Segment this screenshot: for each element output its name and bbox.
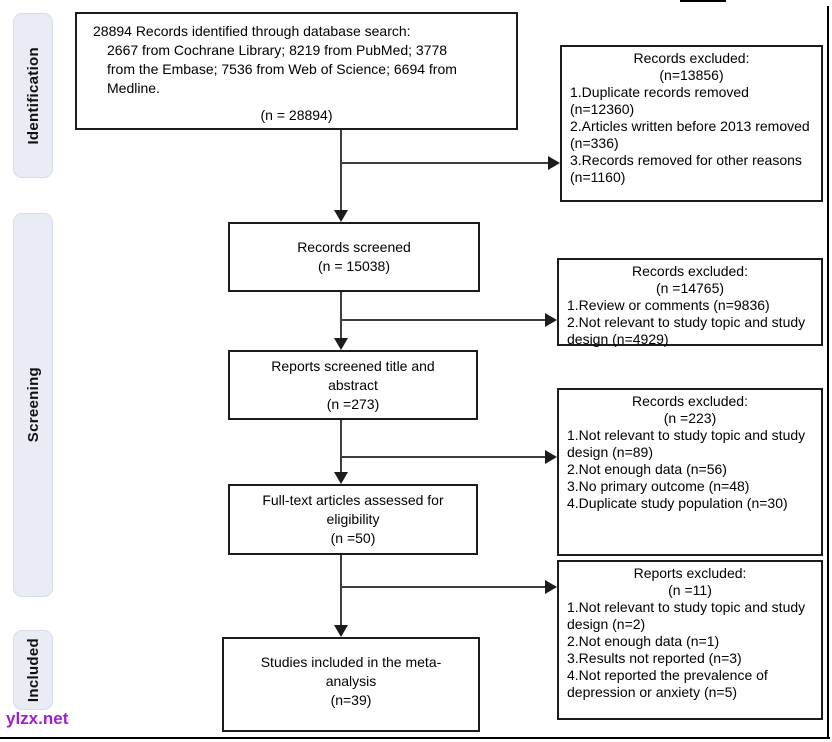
reports-excluded-item: 4.Not reported the prevalence of depression or anxiety (n=5) [567,667,768,700]
connector-line [341,456,545,458]
excluded-3-count: (n =223) [663,410,717,426]
excluded-3-item: 3.No primary outcome (n=48) [567,478,750,494]
arrow-right-icon [548,156,560,170]
frame-top-border-segment [680,0,726,2]
arrow-down-icon [334,210,348,222]
excluded-2-item: 1.Review or comments (n=9836) [567,297,770,313]
arrow-down-icon [334,625,348,637]
frame-bottom-border [0,737,830,739]
arrow-down-icon [334,472,348,484]
excluded-3-item: 1.Not relevant to study topic and study design (n=89) [567,427,806,460]
records-identified-line: 2667 from Cochrane Library; 8219 from PubMed; 3778 [107,42,448,58]
reports-screened-line: abstract [328,376,378,393]
connector-line [340,420,342,474]
records-identified-line: Medline. [107,80,160,96]
fulltext-assessed-line: Full-text articles assessed for [262,492,444,508]
box-records-excluded-1 [560,45,823,202]
stage-included [13,630,53,710]
records-screened-line: Records screened [297,239,411,255]
excluded-1-count: (n=13856) [659,67,724,83]
stage-identification [13,13,53,178]
arrow-right-icon [545,580,557,594]
connector-line [340,555,342,627]
box-reports-excluded [557,560,823,720]
box-fulltext-assessed [228,484,478,555]
arrow-down-icon [334,338,348,350]
stage-screening [13,213,53,597]
connector-line [340,292,342,340]
box-records-excluded-2 [557,258,823,346]
box-studies-included [222,637,480,732]
reports-screened-count: (n =273) [326,395,380,412]
excluded-3-title: Records excluded: [632,393,748,409]
records-identified-count: (n = 28894) [260,107,333,123]
excluded-1-item: 3.Records removed for other reasons (n=1160) [570,152,802,185]
excluded-2-item: 2.Not relevant to study topic and study design (n=4929) [567,314,806,347]
stage-screening-label: Screening [24,367,42,443]
reports-excluded-item: 3.Results not reported (n=3) [567,650,742,666]
reports-excluded-item: 1.Not relevant to study topic and study design (n=2) [567,599,806,632]
connector-line [341,319,545,321]
watermark-text: ylzx.net [6,709,69,728]
studies-included-line: analysis [325,673,377,689]
reports-excluded-count: (n =11) [668,582,712,598]
records-identified-line: 28894 Records identified through database search: [93,23,411,39]
excluded-3-item: 4.Duplicate study population (n=30) [567,495,788,511]
excluded-3-item: 2.Not enough data (n=56) [567,461,727,477]
arrow-right-icon [545,313,557,327]
studies-included-line: Studies included in the meta- [260,654,442,670]
connector-line [340,130,342,212]
connector-line [341,586,545,588]
excluded-1-title: Records excluded: [633,50,750,66]
stage-identification-label: Identification [24,46,42,145]
box-records-identified [75,12,518,130]
frame-right-border [827,6,829,739]
stage-included-label: Included [24,637,42,703]
arrow-right-icon [545,450,557,464]
excluded-1-item: 1.Duplicate records removed (n=12360) [570,84,749,117]
reports-screened-line: Reports screened title and [271,357,435,374]
excluded-2-title: Records excluded: [632,263,748,279]
excluded-1-item: 2.Articles written before 2013 removed (n=336) [570,118,810,151]
fulltext-assessed-line: eligibility [326,511,380,527]
records-identified-line: from the Embase; 7536 from Web of Science; 6694 from [107,61,457,77]
records-screened-count: (n = 15038) [318,258,390,274]
reports-excluded-title: Reports excluded: [633,565,747,581]
reports-excluded-item: 2.Not enough data (n=1) [567,633,720,649]
box-reports-screened-title-abstract [228,350,478,420]
box-records-excluded-3 [557,388,823,556]
excluded-2-count: (n =14765) [655,280,725,296]
fulltext-assessed-count: (n =50) [330,530,376,546]
studies-included-count: (n=39) [330,692,372,708]
connector-line [341,162,548,164]
box-records-screened [228,222,480,292]
